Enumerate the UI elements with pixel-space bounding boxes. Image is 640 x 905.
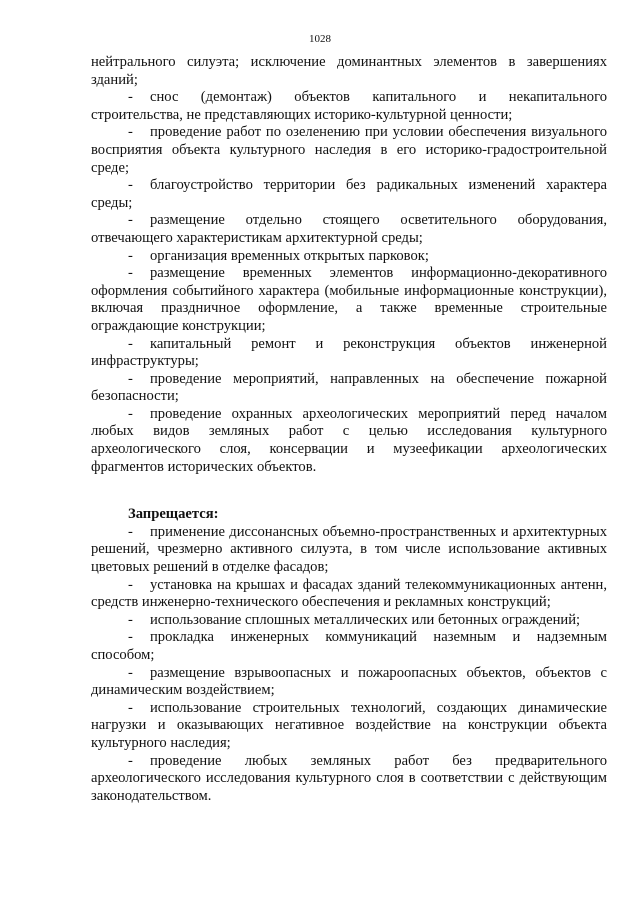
allowed-item-text: организация временных открытых парковок;	[150, 247, 429, 264]
prohibited-item	[91, 612, 607, 630]
list-dash: -	[128, 576, 133, 593]
prohibited-item-text: установка на крышах и фасадах зданий телекоммуникационных антенн, средств инженерно-технического обеспечения и рекламных конструкций;	[91, 576, 607, 611]
list-dash: -	[128, 89, 133, 106]
list-dash: -	[128, 405, 133, 422]
list-dash: -	[128, 247, 133, 264]
allowed-item	[91, 371, 607, 406]
document-body	[91, 54, 607, 805]
prohibited-item	[91, 524, 607, 577]
list-dash: -	[128, 629, 133, 646]
list-dash: -	[128, 335, 133, 352]
allowed-item	[91, 248, 607, 266]
prohibited-item	[91, 577, 607, 612]
prohibited-item	[91, 665, 607, 700]
allowed-item-text: снос (демонтаж) объектов капитального и некапитального строительства, не представляющих историко-культурной ценности;	[91, 89, 607, 123]
prohibited-item-text: размещение взрывоопасных и пожароопасных объектов, объектов с динамическим воздействием;	[91, 664, 607, 699]
list-dash: -	[128, 699, 133, 716]
allowed-item-text: благоустройство территории без радикальных изменений характера среды;	[91, 177, 607, 211]
allowed-item	[91, 336, 607, 371]
prohibited-item	[91, 753, 607, 806]
allowed-list	[91, 89, 607, 476]
intro-paragraph: нейтрального силуэта; исключение доминантных элементов в завершениях зданий;	[91, 54, 607, 88]
allowed-item	[91, 124, 607, 177]
allowed-item-text: проведение работ по озеленению при условии обеспечения визуального восприятия объекта культурного наследия в его историко-градостроительной среде;	[91, 124, 607, 176]
allowed-item	[91, 212, 607, 247]
list-dash: -	[128, 370, 133, 387]
allowed-item	[91, 177, 607, 212]
prohibited-item-text: применение диссонансных объемно-пространственных и архитектурных решений, чрезмерно активного силуэта, в том числе использование активных цветовых решений в отделке фасадов;	[91, 523, 607, 576]
prohibited-item-text: использование строительных технологий, создающих динамические нагрузки и оказывающих негативное воздействие на конструкции объекта культурного наследия;	[91, 699, 607, 751]
list-dash: -	[128, 212, 133, 229]
list-dash: -	[128, 611, 133, 628]
page-number: 1028	[309, 33, 331, 45]
prohibited-item-text: прокладка инженерных коммуникаций наземным и надземным способом;	[91, 629, 607, 663]
prohibited-item-text: использование сплошных металлических или бетонных ограждений;	[150, 611, 581, 628]
allowed-item	[91, 89, 607, 124]
allowed-item	[91, 406, 607, 476]
list-dash: -	[128, 752, 133, 769]
allowed-item-text: капитальный ремонт и реконструкция объектов инженерной инфраструктуры;	[91, 335, 607, 370]
prohibited-item	[91, 629, 607, 664]
allowed-item	[91, 265, 607, 335]
allowed-item-text: проведение мероприятий, направленных на обеспечение пожарной безопасности;	[91, 370, 607, 405]
list-dash: -	[128, 664, 133, 681]
prohibited-list	[91, 524, 607, 806]
allowed-item-text: проведение охранных археологических мероприятий перед началом любых видов земляных работ с целью исследования культурного археологического слоя, консервации и музеефикации археологических фрагментов исторических объектов.	[91, 405, 607, 475]
list-dash: -	[128, 523, 133, 540]
list-dash: -	[128, 265, 133, 282]
list-dash: -	[128, 177, 133, 194]
prohibited-item	[91, 700, 607, 753]
list-dash: -	[128, 124, 133, 141]
prohibited-heading: Запрещается:	[128, 506, 219, 523]
prohibited-item-text: проведение любых земляных работ без предварительного археологического исследования культурного слоя в соответствии с действующим законодательством.	[91, 752, 607, 804]
allowed-item-text: размещение отдельно стоящего осветительного оборудования, отвечающего характеристикам архитектурной среды;	[91, 212, 607, 246]
allowed-item-text: размещение временных элементов информационно-декоративного оформления событийного характера (мобильные информационные конструкции), включая праздничное оформление, а также временные строительные ограждающие конструкции;	[91, 265, 607, 334]
